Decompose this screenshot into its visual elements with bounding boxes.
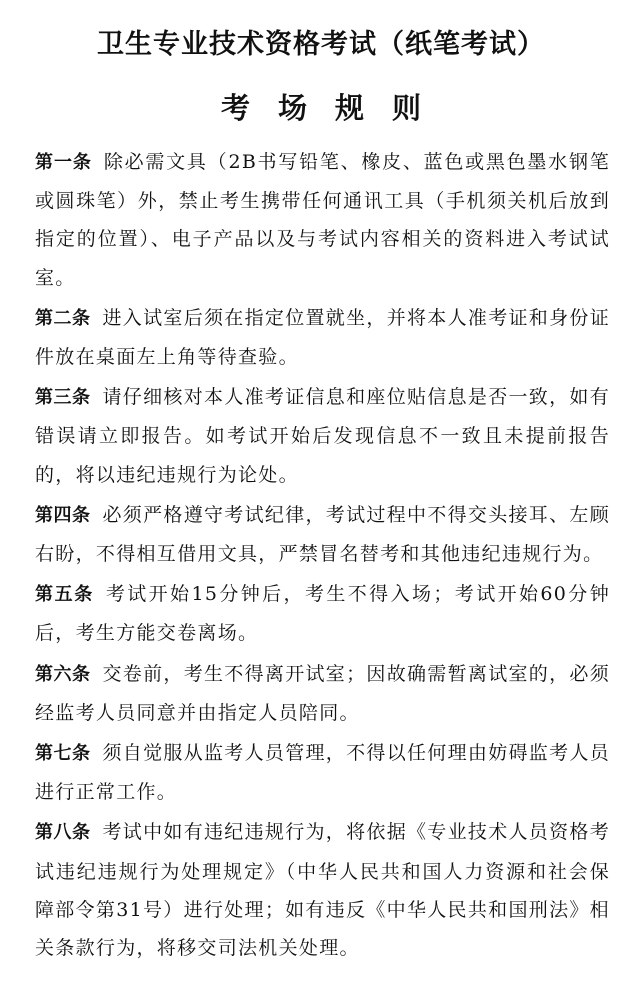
article-text: 交卷前，考生不得离开试室；因故确需暂离试室的，必须经监考人员同意并由指定人员陪同。: [35, 662, 611, 724]
rule-article-2: [35, 299, 610, 376]
rules-list: [35, 143, 610, 969]
article-text: 考试中如有违纪违规行为，将依据《专业技术人员资格考试违纪违规行为处理规定》（中华人民共和国人力资源和社会保障部令第31号）进行处理；如有违反《中华人民共和国刑法》相关条款行为，将移交司法机关处理。: [35, 821, 611, 960]
rule-article-1: [35, 143, 610, 297]
document-title: 卫生专业技术资格考试（纸笔考试）: [97, 29, 545, 60]
article-number: 第二条: [35, 307, 91, 329]
article-number: 第八条: [35, 822, 91, 844]
article-text: 须自觉服从监考人员管理，不得以任何理由妨碍监考人员进行正常工作。: [35, 742, 611, 804]
article-text: 考试开始15分钟后，考生不得入场；考试开始60分钟后，考生方能交卷离场。: [35, 583, 611, 645]
document-subtitle: 考场规则: [220, 91, 449, 125]
article-text: 必须严格遵守考试纪律，考试过程中不得交头接耳、左顾右盼，不得相互借用文具，严禁冒名替考和其他违纪违规行为。: [35, 503, 611, 566]
rule-article-8: [35, 813, 610, 967]
article-number: 第三条: [35, 387, 91, 409]
rule-article-3: [35, 378, 610, 494]
article-number: 第四条: [35, 504, 91, 526]
article-number: 第七条: [35, 743, 91, 765]
article-text: 进入试室后须在指定位置就坐，并将本人准考证和身份证件放在桌面左上角等待查验。: [35, 306, 611, 369]
article-number: 第五条: [35, 584, 94, 606]
rule-article-5: [35, 575, 610, 652]
article-text: 除必需文具（2B书写铅笔、橡皮、蓝色或黑色墨水钢笔或圆珠笔）外，禁止考生携带任何通讯工具（手机须关机后放到指定的位置）、电子产品以及与考试内容相关的资料进入考试试室。: [35, 151, 611, 289]
article-number: 第一条: [35, 152, 92, 173]
rule-article-6: [35, 655, 610, 732]
article-number: 第六条: [35, 663, 91, 685]
article-text: 请仔细核对本人准考证信息和座位贴信息是否一致，如有错误请立即报告。如考试开始后发现信息不一致且未提前报告的，将以违纪违规行为论处。: [35, 386, 611, 486]
rule-article-4: [35, 496, 610, 573]
rule-article-7: [35, 734, 610, 811]
